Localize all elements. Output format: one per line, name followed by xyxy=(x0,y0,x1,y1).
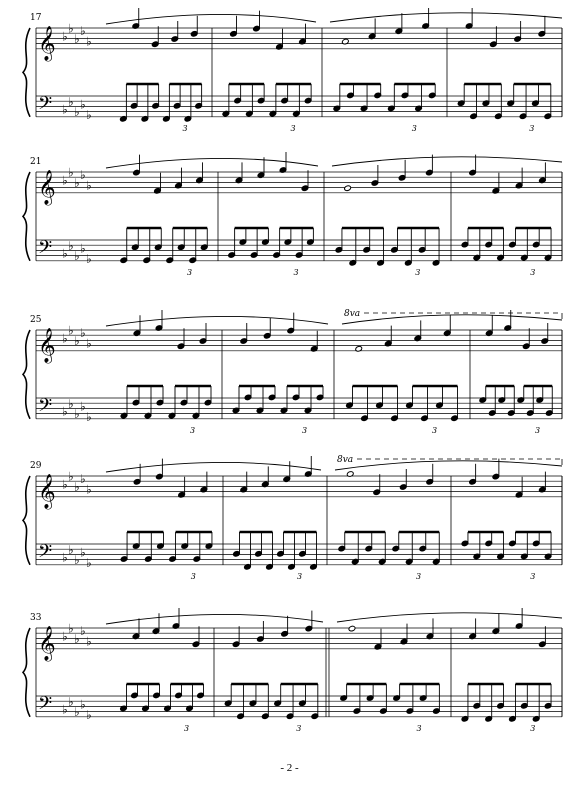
flat-sign: ♭ xyxy=(80,472,86,487)
flat-sign: ♭ xyxy=(86,107,92,122)
flat-sign: ♭ xyxy=(68,94,74,109)
flat-sign: ♭ xyxy=(86,409,92,424)
flat-sign: ♭ xyxy=(86,336,92,351)
flat-sign: ♭ xyxy=(74,249,80,264)
tuplet-number: 3 xyxy=(290,123,296,133)
flat-sign: ♭ xyxy=(74,407,80,422)
flat-sign: ♭ xyxy=(74,105,80,120)
tuplet-number: 3 xyxy=(190,425,196,435)
tuplet-number: 3 xyxy=(415,267,421,277)
flat-sign: ♭ xyxy=(62,550,68,565)
flat-sign: ♭ xyxy=(86,178,92,193)
flat-sign: ♭ xyxy=(86,634,92,649)
flat-sign: ♭ xyxy=(62,29,68,44)
treble-clef: 𝄞 xyxy=(38,169,56,205)
flat-sign: ♭ xyxy=(80,624,86,639)
flat-sign: ♭ xyxy=(80,326,86,341)
flat-sign: ♭ xyxy=(86,251,92,266)
flat-sign: ♭ xyxy=(68,396,74,411)
measure-number: 25 xyxy=(30,315,42,325)
phrase-slur xyxy=(106,462,321,472)
flat-sign: ♭ xyxy=(62,246,68,261)
tuplet-number: 3 xyxy=(530,723,536,733)
flat-sign: ♭ xyxy=(74,32,80,46)
tuplet-number: 3 xyxy=(184,723,190,733)
tuplet-number: 3 xyxy=(297,571,303,581)
flat-sign: ♭ xyxy=(62,702,68,717)
flat-sign: ♭ xyxy=(80,697,86,712)
ottava-mark: 8va xyxy=(337,455,354,465)
music-system xyxy=(23,152,562,277)
flat-sign: ♭ xyxy=(80,24,86,39)
flat-sign: ♭ xyxy=(86,555,92,570)
tuplet-number: 3 xyxy=(535,425,541,435)
tuplet-number: 3 xyxy=(293,267,299,277)
tuplet-number: 3 xyxy=(416,571,422,581)
system-brace xyxy=(23,28,30,117)
phrase-slur xyxy=(330,13,562,22)
phrase-slur xyxy=(332,157,562,166)
flat-sign: ♭ xyxy=(80,168,86,183)
phrase-slur xyxy=(342,315,562,324)
tuplet-number: 3 xyxy=(182,123,188,133)
flat-sign: ♭ xyxy=(62,331,68,346)
flat-sign: ♭ xyxy=(86,482,92,497)
treble-clef: 𝄞 xyxy=(38,625,56,661)
tuplet-number: 3 xyxy=(411,123,417,133)
flat-sign: ♭ xyxy=(62,102,68,117)
note-head xyxy=(348,625,356,632)
flat-sign: ♭ xyxy=(86,34,92,49)
flat-sign: ♭ xyxy=(80,97,86,112)
flat-sign: ♭ xyxy=(74,553,80,568)
flat-sign: ♭ xyxy=(68,21,74,36)
treble-clef: 𝄞 xyxy=(38,25,56,61)
music-system xyxy=(23,8,562,133)
phrase-slur xyxy=(335,461,562,470)
tuplet-number: 3 xyxy=(187,267,193,277)
measure-number: 29 xyxy=(30,461,42,471)
tuplet-number: 3 xyxy=(302,425,308,435)
flat-sign: ♭ xyxy=(68,469,74,484)
flat-sign: ♭ xyxy=(68,238,74,253)
bass-clef: 𝄢 xyxy=(38,237,53,263)
phrase-slur xyxy=(106,14,316,24)
music-system xyxy=(23,608,562,733)
flat-sign: ♭ xyxy=(74,176,80,190)
flat-sign: ♭ xyxy=(80,545,86,560)
page-number: - 2 - xyxy=(280,762,299,774)
phrase-slur xyxy=(106,316,328,326)
measure-number: 17 xyxy=(30,13,42,23)
tuplet-number: 3 xyxy=(190,571,196,581)
measure-number: 21 xyxy=(30,157,42,167)
treble-clef: 𝄞 xyxy=(38,327,56,363)
flat-sign: ♭ xyxy=(80,399,86,414)
flat-sign: ♭ xyxy=(62,404,68,419)
bass-clef: 𝄢 xyxy=(38,93,53,119)
treble-clef: 𝄞 xyxy=(38,473,56,509)
flat-sign: ♭ xyxy=(62,477,68,492)
tuplet-number: 3 xyxy=(296,723,302,733)
flat-sign: ♭ xyxy=(74,480,80,494)
measure-number: 33 xyxy=(30,613,42,623)
music-system xyxy=(23,455,562,581)
flat-sign: ♭ xyxy=(68,323,74,338)
flat-sign: ♭ xyxy=(74,334,80,348)
flat-sign: ♭ xyxy=(86,707,92,722)
tuplet-number: 3 xyxy=(530,267,536,277)
tuplet-number: 3 xyxy=(529,123,535,133)
flat-sign: ♭ xyxy=(62,173,68,188)
tuplet-number: 3 xyxy=(416,723,422,733)
flat-sign: ♭ xyxy=(80,241,86,256)
flat-sign: ♭ xyxy=(68,542,74,557)
music-system xyxy=(23,309,562,435)
tuplet-number: 3 xyxy=(530,571,536,581)
flat-sign: ♭ xyxy=(68,621,74,636)
system-brace xyxy=(23,330,30,419)
system-brace xyxy=(23,628,30,717)
flat-sign: ♭ xyxy=(74,705,80,720)
flat-sign: ♭ xyxy=(68,694,74,709)
flat-sign: ♭ xyxy=(62,629,68,644)
system-brace xyxy=(23,476,30,565)
system-brace xyxy=(23,172,30,261)
flat-sign: ♭ xyxy=(74,632,80,646)
ottava-mark: 8va xyxy=(344,309,361,319)
flat-sign: ♭ xyxy=(68,165,74,180)
phrase-slur xyxy=(337,613,562,622)
bass-clef: 𝄢 xyxy=(38,395,53,421)
note-head xyxy=(344,185,352,192)
bass-clef: 𝄢 xyxy=(38,693,53,719)
tuplet-number: 3 xyxy=(432,425,438,435)
bass-clef: 𝄢 xyxy=(38,541,53,567)
